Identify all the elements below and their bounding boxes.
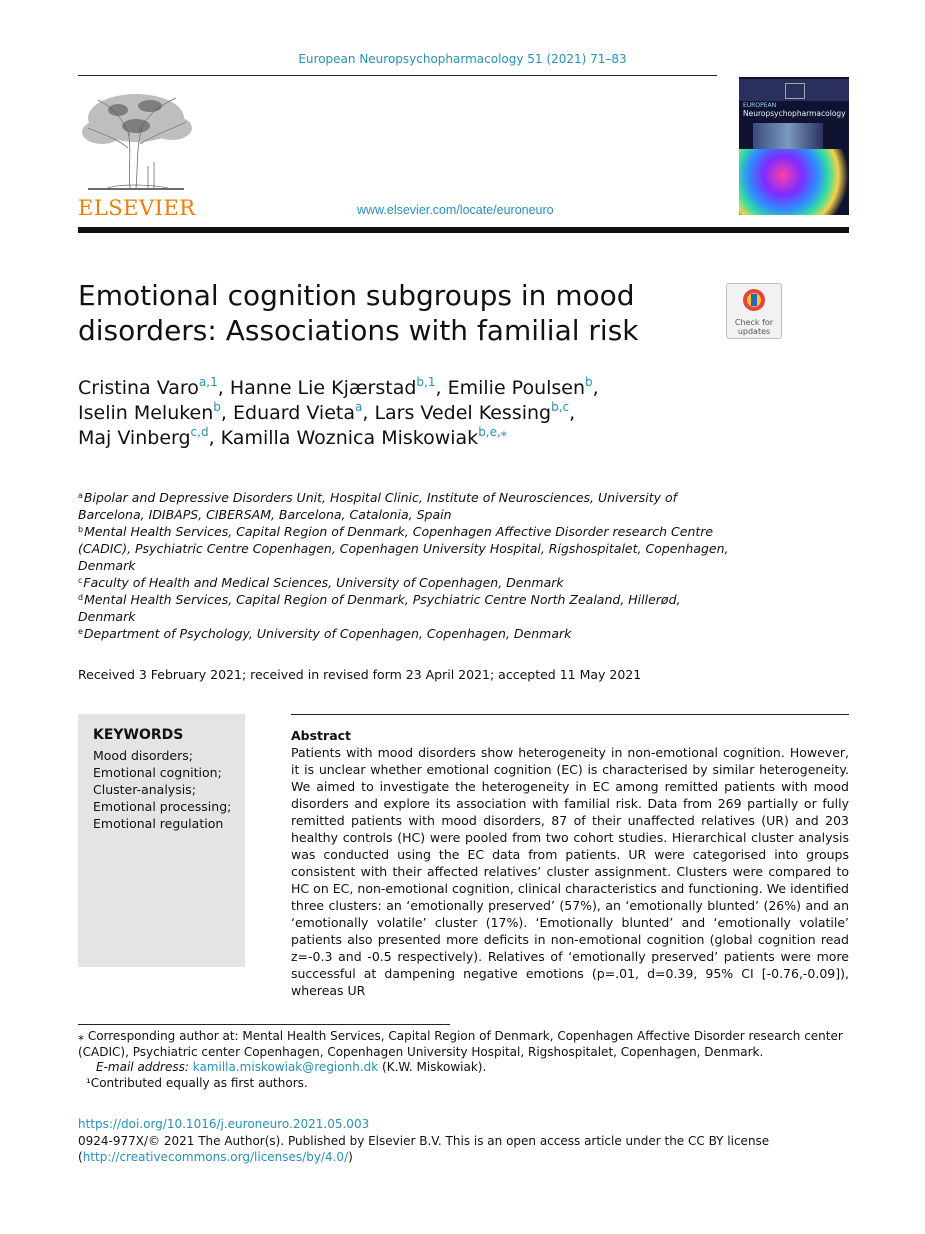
email-note <box>78 1060 849 1076</box>
check-updates-label: Check for updates <box>734 318 774 336</box>
author-7[interactable]: Maj Vinberg$^{c,d}$ <box>78 425 209 449</box>
email-link[interactable]: kamilla.miskowiak@regionh.dk <box>192 1060 379 1074</box>
affiliation-b: $^b$Mental Health Services, Capital Region of Denmark, Copenhagen Affective Disorder research Centre (CADIC), Psychiatric Centre Copenhagen, Copenhagen University Hospital, Rigshospitalet, Copenhagen, Denmark <box>78 524 729 573</box>
author-4[interactable]: Iselin Meluken$^b$ <box>78 400 221 424</box>
affiliations <box>78 489 738 642</box>
cover-art-top <box>753 123 823 149</box>
affiliation-a: $^a$Bipolar and Depressive Disorders Unit, Hospital Clinic, Institute of Neurosciences, University of Barcelona, IDIBAPS, CIBERSAM, Barcelona, Catalonia, Spain <box>78 490 678 522</box>
equal-contribution-note: ¹Contributed equally as first authors. <box>86 1076 308 1090</box>
author-2[interactable]: Hanne Lie Kjærstad$^{b,1}$ <box>229 375 436 399</box>
keywords-heading: KEYWORDS <box>93 727 184 743</box>
article-title: Emotional cognition subgroups in mood disorders: Associations with familial risk <box>78 279 639 347</box>
keyword-item: Mood disorders; <box>93 748 193 763</box>
journal-cover <box>739 77 849 215</box>
author-8[interactable]: Kamilla Woznica Miskowiak$^{b,e,⁎}$ <box>220 425 507 449</box>
cover-title: Neuropsychopharmacology <box>743 109 846 118</box>
header-thick-rule <box>78 227 849 233</box>
keyword-item: Emotional processing; <box>93 799 232 814</box>
license-text: 0924-977X/© 2021 The Author(s). Published by Elsevier B.V. This is an open access article under the CC BY license <box>78 1134 770 1148</box>
footnote-rule <box>78 1024 450 1025</box>
journal-reference[interactable]: European Neuropsychopharmacology 51 (2021) 71–83 <box>298 52 627 66</box>
abstract-heading: Abstract <box>291 728 352 743</box>
cover-title-small: EUROPEAN <box>743 102 777 109</box>
keyword-item: Cluster-analysis; <box>93 782 196 797</box>
keyword-item: Emotional regulation <box>93 816 224 831</box>
check-for-updates-badge[interactable] <box>726 283 782 339</box>
author-5[interactable]: Eduard Vieta$^a$ <box>233 400 363 424</box>
affiliation-e: $^e$Department of Psychology, University of Copenhagen, Copenhagen, Denmark <box>78 626 572 641</box>
check-updates-icon <box>727 284 781 314</box>
doi-link[interactable]: https://doi.org/10.1016/j.euroneuro.2021.05.003 <box>78 1117 370 1131</box>
abstract-text: Patients with mood disorders show heterogeneity in non-emotional cognition. However, it is unclear whether emotional cognition (EC) is characterised by similar heterogeneity. We aimed to investigate the heterogeneity in EC among remitted patients with mood disorders and explore its association with familial risk. Data from 269 partially or fully remitted patients with mood disorders, 87 of their unaffected relatives (UR) and 203 healthy controls (HC) were pooled from two cohort studies. Hierarchical cluster analysis was conducted using the EC data from patients. UR were categorised into groups consistent with their affected relatives’ cluster assignment. Clusters were compared to HC on EC, non-emotional cognition, clinical characteristics and functioning. We identified three clusters: an ‘emotionally preserved’ (57%), an ‘emotionally blunted’ (26%) and an ‘emotionally volatile’ cluster (17%). ‘Emotionally blunted’ and ‘emotionally volatile’ patients also presented more deficits in non-emotional cognition (global cognition read z=-0.3 and -0.5 respectively). Relatives of ‘emotionally preserved’ patients were more successful at dampening negative emotions (p=.01, d=0.39, 95% CI [-0.76,-0.09]), whereas UR <box>291 745 849 998</box>
email-label: E-mail address: <box>96 1060 189 1074</box>
received-dates: Received 3 February 2021; received in revised form 23 April 2021; accepted 11 May 2021 <box>78 667 642 682</box>
license-link[interactable]: http://creativecommons.org/licenses/by/4.0/ <box>82 1150 349 1164</box>
author-1[interactable]: Cristina Varo$^{a,1}$ <box>78 375 218 399</box>
author-6[interactable]: Lars Vedel Kessing$^{b,c}$ <box>374 400 570 424</box>
journal-homepage-link[interactable]: www.elsevier.com/locate/euroneuro <box>357 203 554 217</box>
license-statement <box>78 1133 849 1165</box>
email-suffix: (K.W. Miskowiak). <box>382 1060 487 1074</box>
keywords-list <box>93 747 231 832</box>
keyword-item: Emotional cognition; <box>93 765 222 780</box>
license-url-line: (http://creativecommons.org/licenses/by/4.0/) <box>78 1150 353 1164</box>
author-3[interactable]: Emilie Poulsen$^b$ <box>447 375 593 399</box>
elsevier-wordmark: ELSEVIER <box>78 196 196 220</box>
keywords-box <box>78 714 245 967</box>
abstract-rule <box>291 714 849 715</box>
affiliation-c: $^c$Faculty of Health and Medical Sciences, University of Copenhagen, Denmark <box>78 575 564 590</box>
cover-logo-mark <box>785 83 805 99</box>
corresponding-author-note: ⁎ Corresponding author at: Mental Health Services, Capital Region of Denmark, Copenhagen Affective Disorder research center (CADIC), Psychiatric center Copenhagen, Copenhagen University Hospital, Rigshospitalet, Copenhagen, Denmark. <box>78 1029 843 1059</box>
affiliation-d: $^d$Mental Health Services, Capital Region of Denmark, Psychiatric Centre North Zealand, Hillerød, Denmark <box>78 592 681 624</box>
author-list: Cristina Varo$^{a,1}$, Hanne Lie Kjærstad$^{b,1}$, Emilie Poulsen$^b$, Iselin Meluken$^b$, Eduard Vieta$^a$, Lars Vedel Kessing$^{b,c}$, Maj Vinberg$^{c,d}$, Kamilla Woznica Miskowiak$^{b,e,⁎}$ <box>78 375 599 449</box>
header-rule <box>78 75 717 76</box>
cover-art-brain <box>739 149 849 215</box>
